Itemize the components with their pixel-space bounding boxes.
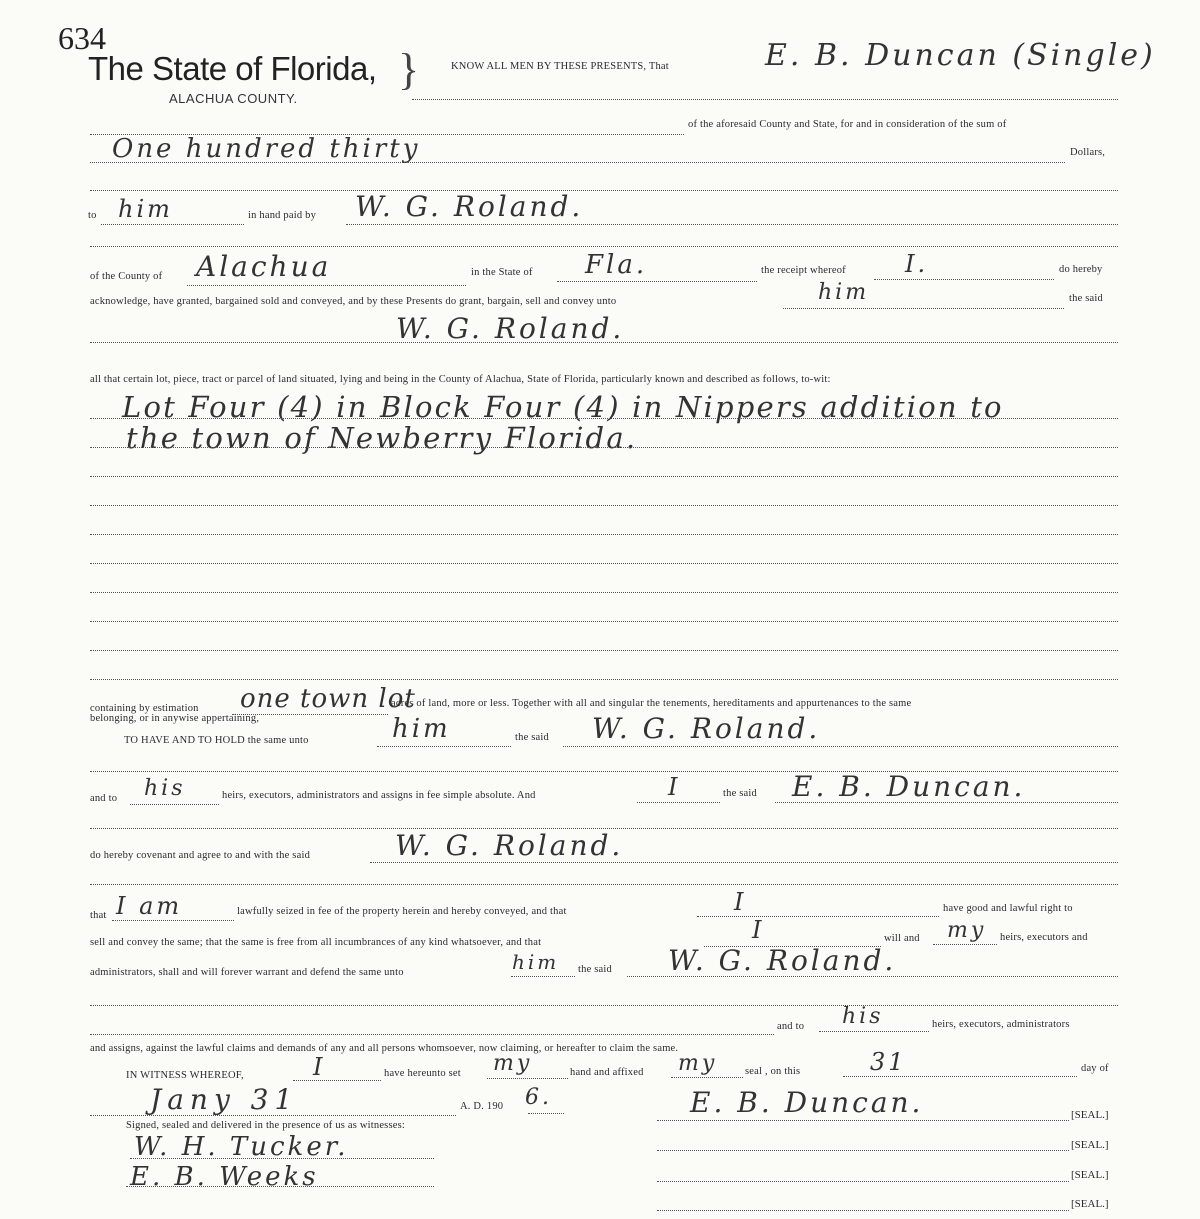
i-handwriting-3: I [752,916,765,944]
rule [130,804,219,805]
to-have-text: TO HAVE AND TO HOLD the same unto [124,735,309,746]
rule [657,1210,1069,1211]
rule [90,650,1118,651]
signed-sealed-text: Signed, sealed and delivered in the presence of us as witnesses: [126,1120,406,1131]
acres-text: acres of land, more or less. Together with all and singular the tenements, hereditaments and appurtenances to the same [391,698,912,709]
description-line-2: the town of Newberry Florida. [126,421,638,455]
said-text: the said [515,732,549,743]
rule [775,802,1118,803]
aforesaid-text: of the aforesaid County and State, for and in consideration of the sum of [688,119,1007,130]
said-text-4: the said [578,964,612,975]
rule [126,1186,434,1187]
rule [557,281,757,282]
witness-i-handwriting: I [313,1053,326,1081]
rule [819,1031,929,1032]
day-handwriting: 31 [870,1048,907,1076]
rule [377,746,511,747]
rule [657,1120,1069,1121]
rule [346,224,1118,225]
county-handwriting: Alachua [196,250,332,283]
do-hereby-text: do hereby [1059,264,1103,275]
rule [90,884,1118,885]
rule [293,1080,381,1081]
in-state-text: in the State of [471,267,533,278]
my-handwriting: my [947,918,987,943]
his-handwriting: his [144,776,186,801]
day-of-text: day of [1081,1063,1109,1074]
rule [657,1150,1069,1151]
rule [528,1113,564,1114]
containing-text: containing by estimation [90,703,199,714]
seal-label-4: [SEAL.] [1071,1198,1109,1210]
rule [90,246,1118,247]
acres-handwriting: one town lot [240,684,416,714]
the-said-text: the said [1069,293,1103,304]
seal-label-3: [SEAL.] [1071,1169,1109,1181]
brace-glyph: } [398,45,420,94]
acknowledge-text: acknowledge, have granted, bargained sold and conveyed, and by these Presents do grant, bargain, sell and convey unto [90,296,617,307]
and-to-text: and to [90,793,118,804]
in-hand-paid-text: in hand paid by [248,210,317,221]
county-heading: ALACHUA COUNTY. [169,91,298,106]
heirs-fee-text: heirs, executors, administrators and assigns in fee simple absolute. And [222,790,536,801]
have-good-text: have good and lawful right to [943,903,1073,914]
rule [90,505,1118,506]
hand-affixed-text: hand and affixed [570,1067,644,1078]
state-handwriting: Fla. [585,250,648,280]
amount-handwriting: One hundred thirty [112,134,421,164]
rule [657,1181,1069,1182]
warrant-unto-handwriting: him [512,950,560,974]
heirs-exec-text: heirs, executors and [1000,932,1088,943]
will-and-text: will and [884,933,920,944]
rule [783,308,1064,309]
witness-whereof-text: IN WITNESS WHEREOF, [126,1070,244,1081]
rule [187,285,466,286]
ad-text: A. D. 190 [460,1101,504,1112]
sell-text: sell and convey the same; that the same is free from all incumbrances of any kind whatsoever, and that [90,937,542,948]
lawfully-text: lawfully seized in fee of the property herein and hereby conveyed, and that [237,906,567,917]
rule [130,1158,434,1159]
grantor-signature: E. B. Duncan. [690,1086,924,1119]
rule [637,802,720,803]
rule [563,746,1118,747]
rule [487,1078,568,1079]
paid-by-handwriting: W. G. Roland. [355,190,584,223]
said-text-2: the said [723,788,757,799]
rule [90,190,1118,191]
state-title: The State of Florida, [88,50,377,87]
i-am-handwriting: I am [116,892,183,920]
have-set-text: have hereunto set [384,1068,461,1079]
receipt-text: the receipt whereof [761,265,846,276]
unto-handwriting: him [818,280,870,305]
belonging-text: belonging, or in anywise appertaining, [90,713,260,724]
rule [90,1005,1118,1006]
grantor-handwriting: E. B. Duncan (Single) [765,38,1156,73]
and-to-text-2: and to [777,1021,805,1032]
administrators-text: administrators, shall and will forever warrant and defend the same unto [90,967,404,978]
rule [933,944,997,945]
description-line-1: Lot Four (4) in Block Four (4) in Nippers addition to [122,390,1004,424]
rule [671,1077,743,1078]
all-that-text: all that certain lot, piece, tract or parcel of land situated, lying and being in the County of Alachua, State of Florida, particularly known and described as follows, to-wit: [90,374,831,385]
his-handwriting-2: his [842,1004,884,1029]
my-handwriting-3: my [678,1051,718,1076]
year-handwriting: 6. [525,1085,552,1110]
seal-label-2: [SEAL.] [1071,1139,1109,1151]
page-number: 634 [58,20,106,56]
rule [412,99,1118,100]
rule [370,862,1118,863]
grantee-name-handwriting: W. G. Roland. [396,312,625,345]
and-i-handwriting: I [668,773,681,801]
rule [90,342,1118,343]
rule [90,679,1118,680]
my-handwriting-2: my [493,1051,533,1076]
rule [90,476,1118,477]
to-text: to [88,210,97,221]
covenant-text: do hereby covenant and agree to and with the said [90,850,311,861]
rule [90,563,1118,564]
witness-1-signature: W. H. Tucker. [134,1132,349,1162]
witness-2-signature: E. B. Weeks [130,1162,319,1192]
rule [90,1115,456,1116]
receipt-handwriting: I. [905,250,929,278]
to-whom-handwriting: him [118,195,173,223]
rule [90,447,1118,448]
rule [874,279,1054,280]
seal-label-1: [SEAL.] [1071,1109,1109,1121]
seal-on-this-text: seal , on this [745,1066,801,1077]
have-unto-handwriting: him [392,714,451,744]
rule [697,916,939,917]
covenant-name-handwriting: W. G. Roland. [395,829,624,862]
rule [843,1076,1077,1077]
rule [90,621,1118,622]
rule [90,418,1118,419]
rule [627,976,1118,977]
rule [112,920,234,921]
rule [90,1034,774,1035]
rule [90,592,1118,593]
warrant-name-handwriting: W. G. Roland. [668,944,897,977]
said-name-handwriting: E. B. Duncan. [792,770,1026,803]
of-county-text: of the County of [90,271,163,282]
dollars-text: Dollars, [1070,147,1106,158]
rule [90,162,1065,163]
have-name-handwriting: W. G. Roland. [592,712,821,745]
rule [90,534,1118,535]
heirs-admin-text: heirs, executors, administrators [932,1019,1070,1030]
rule [101,224,244,225]
know-all-men-text: KNOW ALL MEN BY THESE PRESENTS, That [451,61,669,72]
rule [511,976,575,977]
that-text: that [90,910,107,921]
i-handwriting-2: I [734,888,747,916]
assigns-text: and assigns, against the lawful claims and demands of any and all persons whomsoever, now claiming, or hereafter to claim the same. [90,1043,679,1054]
month-handwriting: Jany 31 [150,1083,299,1116]
